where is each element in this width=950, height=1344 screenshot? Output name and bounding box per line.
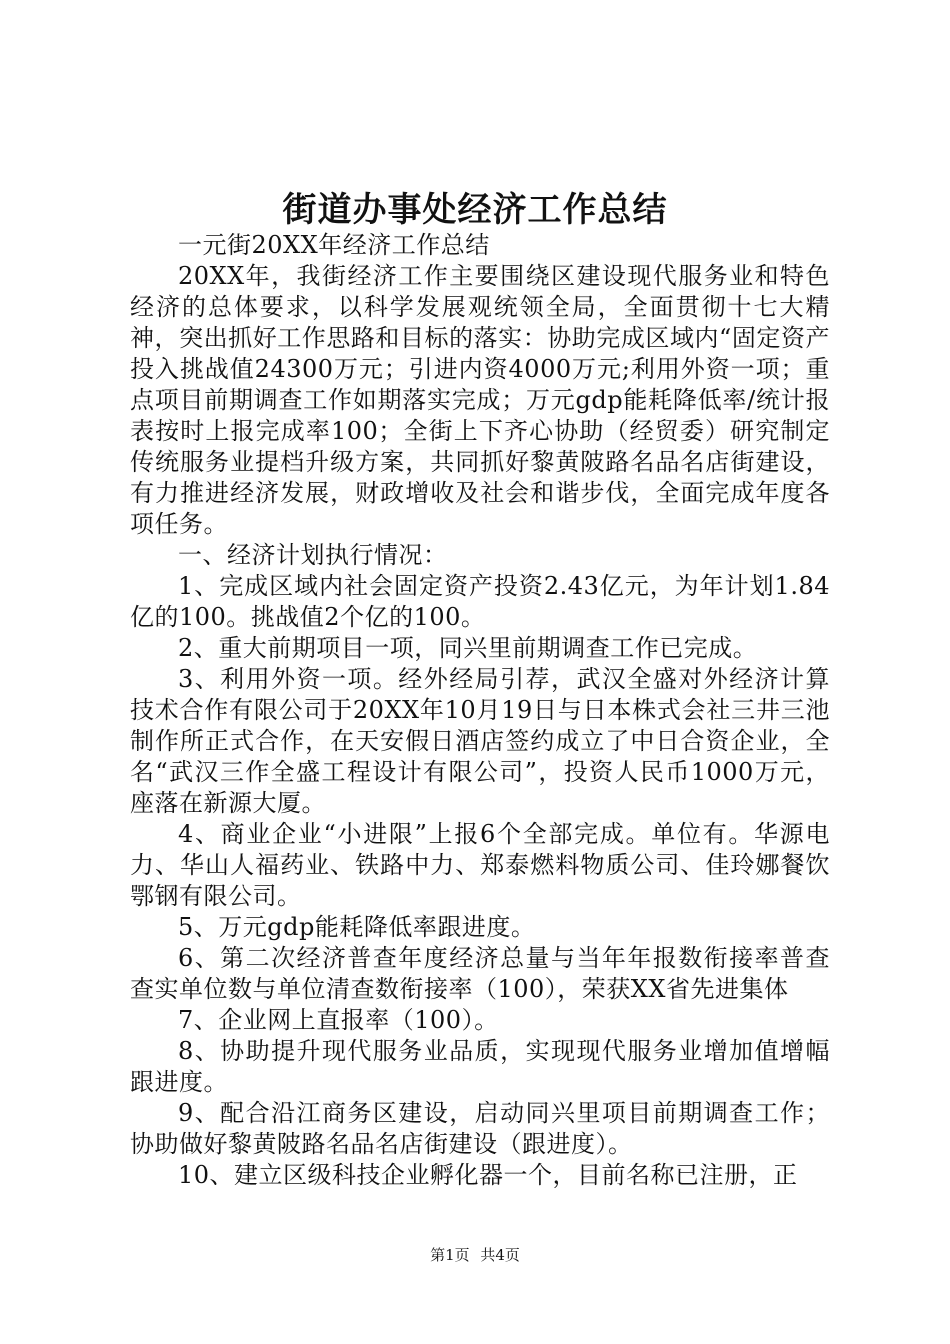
page-footer xyxy=(0,1245,950,1265)
list-item: 3、利用外资一项。经外经局引荐，武汉全盛对外经济计算技术合作有限公司于20XX年10月19日与日本株式会社三井三池制作所正式合作，在天安假日酒店签约成立了中日合资企业，全名“武汉三作全盛工程设计有限公司”，投资人民币1000万元，座落在新源大厦。 xyxy=(130,665,830,817)
list-item: 2、重大前期项目一项，同兴里前期调查工作已完成。 xyxy=(178,634,758,662)
document-body xyxy=(130,230,830,1191)
list-item: 4、商业企业“小进限”上报6个全部完成。单位有。华源电力、华山人福药业、铁路中力、郑泰燃料物质公司、佳玲娜餐饮鄂钢有限公司。 xyxy=(130,820,830,910)
section-heading: 一、经济计划执行情况： xyxy=(178,541,448,569)
list-item: 6、第二次经济普查年度经济总量与当年年报数衔接率普查查实单位数与单位清查数衔接率（100），荣获XX省先进集体 xyxy=(130,944,830,1003)
list-item: 5、万元gdp能耗降低率跟进度。 xyxy=(178,913,536,941)
page-number: 第1页 xyxy=(430,1246,470,1264)
list-item: 1、完成区域内社会固定资产投资2.43亿元，为年计划1.84亿的100。挑战值2个亿的100。 xyxy=(130,572,830,631)
paragraph-intro: 20XX年，我街经济工作主要围绕区建设现代服务业和特色经济的总体要求，以科学发展观统领全局，全面贯彻十七大精神，突出抓好工作思路和目标的落实：协助完成区域内“固定资产投入挑战值24300万元；引进内资4000万元;利用外资一项；重点项目前期调查工作如期落实完成；万元gdp能耗降低率/统计报表按时上报完成率100；全街上下齐心协助（经贸委）研究制定传统服务业提档升级方案，共同抓好黎黄陂路名品名店街建设，有力推进经济发展，财政增收及社会和谐步伐，全面完成年度各项任务。 xyxy=(130,262,830,538)
list-item: 10、建立区级科技企业孵化器一个，目前名称已注册，正 xyxy=(178,1161,798,1189)
page-total: 共4页 xyxy=(480,1246,520,1264)
list-item: 8、协助提升现代服务业品质，实现现代服务业增加值增幅跟进度。 xyxy=(130,1037,830,1096)
list-item: 9、配合沿江商务区建设，启动同兴里项目前期调查工作；协助做好黎黄陂路名品名店街建设（跟进度）。 xyxy=(130,1099,830,1158)
document-title: 街道办事处经济工作总结 xyxy=(282,190,668,230)
paragraph-subtitle: 一元街20XX年经济工作总结 xyxy=(178,231,490,259)
list-item: 7、企业网上直报率（100）。 xyxy=(178,1006,499,1034)
